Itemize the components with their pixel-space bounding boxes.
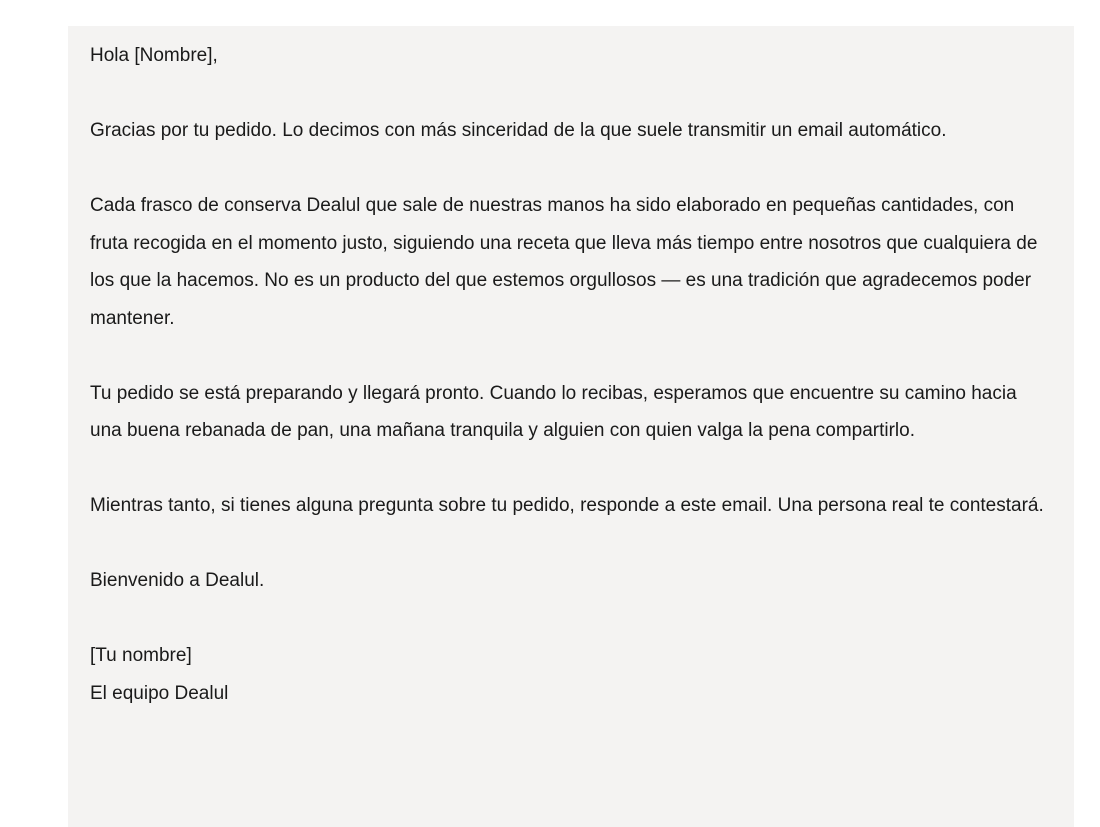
email-paragraph-contact: Mientras tanto, si tienes alguna pregunta sobre tu pedido, responde a este email. Una persona real te contestará. — [90, 495, 1044, 516]
email-paragraph-product: Cada frasco de conserva Dealul que sale de nuestras manos ha sido elaborado en pequeñas cantidades, con fruta recogida en el momento justo, siguiendo una receta que lleva más tiempo entre nosotros que cualquiera de los que la hacemos. No es un producto del que estemos orgullosos — es una tradición que agradecemos poder mantener. — [90, 195, 1038, 329]
email-body — [90, 37, 1050, 712]
email-greeting: Hola [Nombre], — [90, 45, 218, 66]
signature-name: [Tu nombre] — [90, 645, 192, 666]
signature-team: El equipo Dealul — [90, 682, 229, 704]
email-body-card — [68, 26, 1074, 827]
email-closing: Bienvenido a Dealul. — [90, 570, 265, 591]
email-paragraph-thanks: Gracias por tu pedido. Lo decimos con más sinceridad de la que suele transmitir un email automático. — [90, 120, 947, 141]
email-paragraph-shipping: Tu pedido se está preparando y llegará pronto. Cuando lo recibas, esperamos que encuentre su camino hacia una buena rebanada de pan, una mañana tranquila y alguien con quien valga la pena compartirlo. — [90, 382, 1017, 441]
